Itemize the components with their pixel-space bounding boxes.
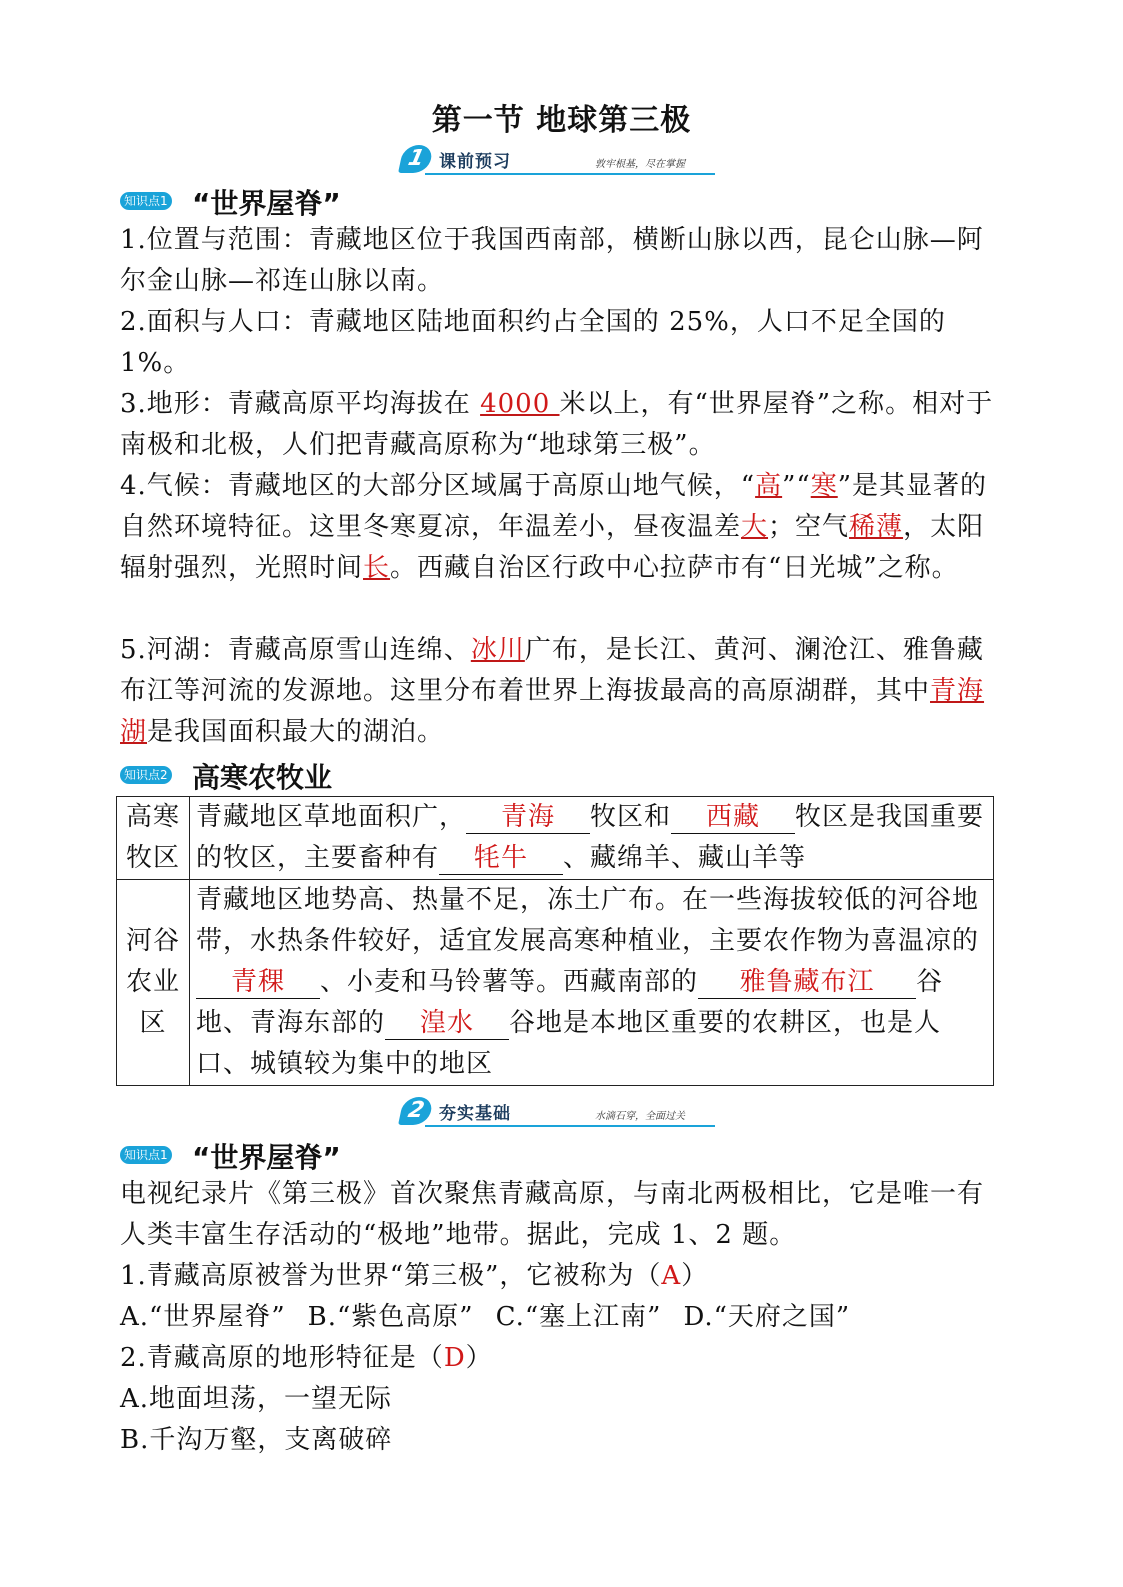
answer-xizang: 西藏 (671, 801, 795, 834)
table-row (117, 797, 994, 880)
answer-glacier: 冰川 (470, 635, 525, 665)
page-title: 第一节 地球第三极 (431, 103, 692, 138)
option-a: A.地面坦荡，一望无际 (120, 1384, 393, 1414)
answer-high: 高 (755, 471, 783, 501)
paragraph-rivers-lakes: 5.河湖：青藏高原雪山连绵、冰川广布，是长江、黄河、澜沧江、雅鲁藏布江等河流的发源地。这里分布着世界上海拔最高的高原湖群，其中青海湖是我国面积最大的湖泊。 (120, 635, 985, 747)
section-label: 课前预习 (439, 152, 511, 172)
section-banner-basics (395, 1095, 720, 1135)
answer-barley: 青稞 (196, 966, 320, 999)
answer-qinghai: 青海 (466, 801, 590, 834)
section-label: 夯实基础 (439, 1104, 511, 1124)
paragraph-area-population: 2.面积与人口：青藏地区陆地面积约占全国的 25%，人口不足全国的 1%。 (120, 307, 946, 378)
answer-choice: D (443, 1343, 466, 1373)
knowledge-point-title: 高寒农牧业 (192, 761, 333, 794)
paragraph-location: 1.位置与范围：青藏地区位于我国西南部，横断山脉以西，昆仑山脉—阿尔金山脉—祁连山脉以南。 (120, 225, 984, 296)
section-slogan: 敦牢根基，尽在掌握 (595, 159, 685, 170)
section-number-badge: 2 (398, 1097, 434, 1125)
knowledge-point-title: “世界屋脊” (192, 1141, 341, 1174)
answer-choice: A (661, 1261, 682, 1291)
knowledge-point-badge: 知识点1 (120, 192, 172, 210)
answer-yarlung-tsangpo: 雅鲁藏布江 (698, 966, 916, 999)
table-row (117, 880, 994, 1086)
option-a: A.“世界屋脊” (120, 1302, 286, 1332)
option-d: D.“天府之国” (683, 1302, 851, 1332)
agriculture-table (116, 796, 994, 1086)
knowledge-point-badge: 知识点1 (120, 1146, 172, 1164)
option-b: B.千沟万壑，支离破碎 (120, 1425, 393, 1455)
knowledge-point-title: “世界屋脊” (192, 187, 341, 220)
banner-rule (425, 173, 715, 175)
answer-thin: 稀薄 (849, 512, 904, 542)
question-1: 1.青藏高原被誉为世界“第三极”，它被称为（A） (120, 1261, 709, 1291)
section-slogan: 水滴石穿，全面过关 (595, 1111, 685, 1122)
section-banner-preview (395, 143, 720, 183)
row-header-pasture: 高寒牧区 (117, 797, 190, 880)
answer-yak: 牦牛 (439, 842, 563, 875)
option-b: B.“紫色高原” (307, 1302, 474, 1332)
question-2: 2.青藏高原的地形特征是（D） (120, 1343, 493, 1373)
question-1-options (120, 1297, 1020, 1338)
exercise-intro: 电视纪录片《第三极》首次聚焦青藏高原，与南北两极相比，它是唯一有人类丰富生存活动的“极地”地带。据此，完成 1、2 题。 (120, 1179, 985, 1250)
row-body-pasture: 青藏地区草地面积广， 青海 牧区和 西藏 牧区是我国重要的牧区，主要畜种有 牦牛 、藏绵羊、藏山羊等 (190, 797, 994, 880)
banner-rule (425, 1125, 715, 1127)
answer-huangshui: 湟水 (385, 1007, 509, 1040)
answer-large: 大 (741, 512, 769, 542)
option-c: C.“塞上江南” (495, 1302, 662, 1332)
row-header-valley: 河谷农业区 (117, 880, 190, 1086)
paragraph-climate: 4.气候：青藏地区的大部分区域属于高原山地气候，“高”“寒”是其显著的自然环境特征。这里冬寒夏凉，年温差小，昼夜温差大；空气稀薄，太阳辐射强烈，光照时间长。西藏自治区行政中心拉萨市有“日光城”之称。 (120, 471, 988, 583)
row-body-valley: 青藏地区地势高、热量不足，冻土广布。在一些海拔较低的河谷地带，水热条件较好，适宜发展高寒种植业，主要农作物为喜温凉的青稞 、小麦和马铃薯等。西藏南部的 雅鲁藏布江 谷地、青海东部的 湟水 谷地是本地区重要的农耕区，也是人口、城镇较为集中的地区 (190, 880, 994, 1086)
section-number-badge: 1 (398, 145, 434, 173)
paragraph-terrain: 3.地形：青藏高原平均海拔在 4000 米以上，有“世界屋脊”之称。相对于南极和北极，人们把青藏高原称为“地球第三极”。 (120, 389, 994, 460)
knowledge-point-badge: 知识点2 (120, 766, 172, 784)
answer-long: 长 (363, 553, 391, 583)
answer-altitude: 4000 (480, 389, 560, 419)
answer-qinghai-lake: 青海湖 (120, 676, 985, 747)
answer-cold: 寒 (810, 471, 838, 501)
